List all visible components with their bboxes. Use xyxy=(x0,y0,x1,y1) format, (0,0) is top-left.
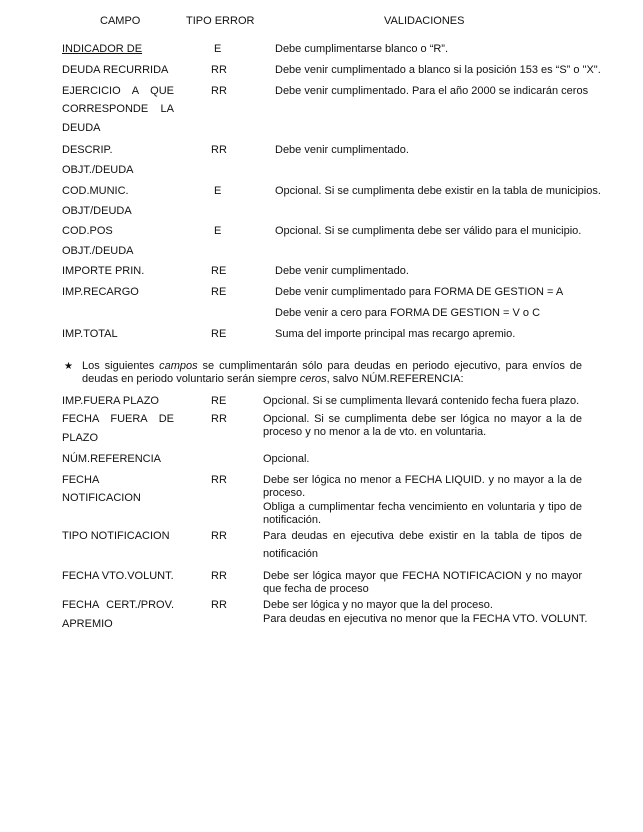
val-imp-total: Suma del importe principal mas recargo apremio. xyxy=(275,328,516,340)
tipo-fecha-fuera: RR xyxy=(211,413,227,425)
campo-ejercicio-3: DEUDA xyxy=(62,122,101,134)
tipo-imp-recargo: RE xyxy=(211,286,227,298)
tipo-cod-munic: E xyxy=(214,185,222,197)
tipo-importe-prin: RE xyxy=(211,265,227,277)
val-indicador: Debe cumplimentarse blanco o “R”. xyxy=(275,43,449,55)
campo-deuda-recurrida: DEUDA RECURRIDA xyxy=(62,64,169,76)
campo-fecha-notif-2: NOTIFICACION xyxy=(62,492,141,504)
campo-imp-total: IMP.TOTAL xyxy=(62,328,118,340)
tipo-descrip: RR xyxy=(211,144,227,156)
campo-cod-munic-2: OBJT/DEUDA xyxy=(62,205,132,217)
campo-imp-recargo: IMP.RECARGO xyxy=(62,286,139,298)
campo-cod-munic-1: COD.MUNIC. xyxy=(62,185,129,197)
tipo-deuda-recurrida: RR xyxy=(211,64,227,76)
header-campo: CAMPO xyxy=(100,15,141,27)
star-bullet-icon: ★ xyxy=(64,361,73,372)
val-imp-recargo-1: Debe venir cumplimentado para FORMA DE GESTION = A xyxy=(275,286,564,298)
campo-cod-pos-2: OBJT./DEUDA xyxy=(62,245,134,257)
val-cod-munic: Opcional. Si se cumplimenta debe existir en la tabla de municipios. xyxy=(275,185,601,197)
val-fecha-vto: Debe ser lógica mayor que FECHA NOTIFICACION y no mayor que fecha de proceso xyxy=(263,570,582,595)
campo-fecha-fuera-1: FECHA FUERA DE xyxy=(62,413,174,425)
tipo-fecha-vto: RR xyxy=(211,570,227,582)
tipo-imp-total: RE xyxy=(211,328,227,340)
campo-tipo-notif: TIPO NOTIFICACION xyxy=(62,530,170,542)
campo-fecha-vto: FECHA VTO.VOLUNT. xyxy=(62,570,174,582)
tipo-fecha-cert: RR xyxy=(211,599,227,611)
campo-indicador: INDICADOR DE xyxy=(62,43,143,55)
val-tipo-notif-2: notificación xyxy=(263,548,319,560)
campo-descrip-1: DESCRIP. xyxy=(62,144,113,156)
val-cod-pos: Opcional. Si se cumplimenta debe ser válido para el municipio. xyxy=(275,225,582,237)
tipo-fecha-notif: RR xyxy=(211,474,227,486)
campo-cod-pos-1: COD.POS xyxy=(62,225,113,237)
val-fecha-cert-2: Para deudas en ejecutiva no menor que la FECHA VTO. VOLUNT. xyxy=(263,613,588,625)
tipo-indicador: E xyxy=(214,43,222,55)
campo-importe-prin: IMPORTE PRIN. xyxy=(62,265,145,277)
val-fecha-cert-1: Debe ser lógica y no mayor que la del proceso. xyxy=(263,599,493,611)
val-fecha-notif-1: Debe ser lógica no menor a FECHA LIQUID. y no mayor a la de proceso. xyxy=(263,474,582,499)
val-ejercicio: Debe venir cumplimentado. Para el año 2000 se indicarán ceros xyxy=(275,85,589,97)
val-descrip: Debe venir cumplimentado. xyxy=(275,144,409,156)
val-imp-recargo-2: Debe venir a cero para FORMA DE GESTION = V o C xyxy=(275,307,541,319)
note-paragraph: Los siguientes campos se cumplimentarán sólo para deudas en periodo ejecutivo, para envíos de deudas en periodo voluntario serán siempre ceros, salvo NÚM.REFERENCIA: xyxy=(82,360,582,385)
campo-fecha-fuera-2: PLAZO xyxy=(62,432,99,444)
campo-ejercicio-2: CORRESPONDE LA xyxy=(62,103,174,115)
val-fecha-fuera: Opcional. Si se cumplimenta debe ser lógica no mayor a la de proceso y no menor a la de vto. en voluntaria. xyxy=(263,413,582,438)
campo-ejercicio-1: EJERCICIO A QUE xyxy=(62,85,174,97)
campo-fecha-cert-1: FECHA CERT./PROV. xyxy=(62,599,174,611)
campo-imp-fuera-plazo: IMP.FUERA PLAZO xyxy=(62,395,159,407)
val-fecha-notif-2: Obliga a cumplimentar fecha vencimiento en voluntaria y tipo de notificación. xyxy=(263,501,582,526)
val-deuda-recurrida: Debe venir cumplimentado a blanco si la posición 153 es “S” o "X". xyxy=(275,64,601,76)
tipo-ejercicio: RR xyxy=(211,85,227,97)
tipo-cod-pos: E xyxy=(214,225,222,237)
header-tipo-error: TIPO ERROR xyxy=(186,15,255,27)
campo-descrip-2: OBJT./DEUDA xyxy=(62,164,134,176)
tipo-tipo-notif: RR xyxy=(211,530,227,542)
tipo-imp-fuera-plazo: RE xyxy=(211,395,227,407)
campo-num-referencia: NÚM.REFERENCIA xyxy=(62,453,162,465)
val-importe-prin: Debe venir cumplimentado. xyxy=(275,265,409,277)
campo-fecha-notif-1: FECHA xyxy=(62,474,100,486)
val-tipo-notif-1: Para deudas en ejecutiva debe existir en la tabla de tipos de xyxy=(263,530,582,542)
campo-fecha-cert-2: APREMIO xyxy=(62,618,113,630)
header-validaciones: VALIDACIONES xyxy=(384,15,465,27)
val-imp-fuera-plazo: Opcional. Si se cumplimenta llevará contenido fecha fuera plazo. xyxy=(263,395,580,407)
val-num-referencia: Opcional. xyxy=(263,453,310,465)
